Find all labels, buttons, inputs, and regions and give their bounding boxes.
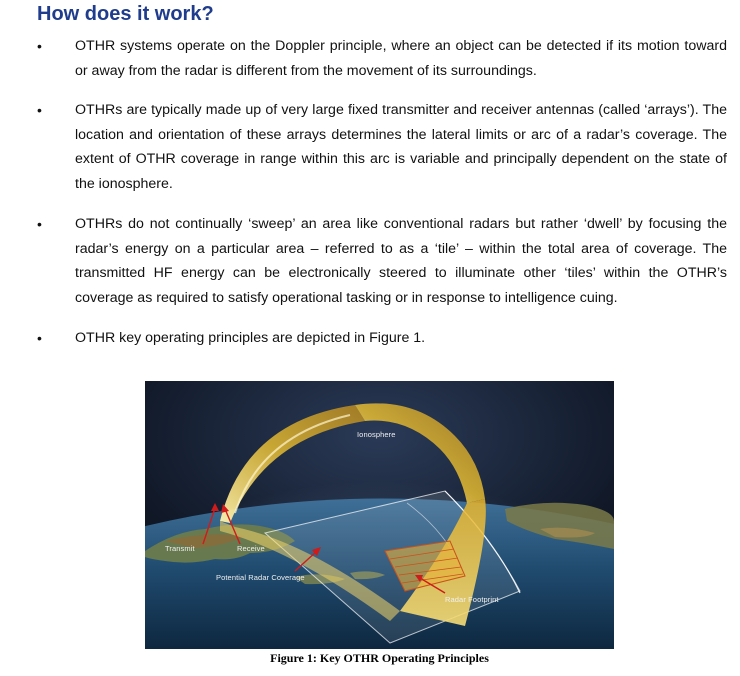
receive-label: Receive [237,544,265,553]
bullet-text: OTHRs do not continually ‘sweep’ an area like conventional radars but rather ‘dwell’ by focusing the radar’s energy on a particular area – referred to as a ‘tile’ – within the total area of coverage. The transmitted HF energy can be electronically steered to illuminate other ‘tiles’ within the OTHR’s coverage as required to satisfy operational tasking or in response to intelligence cuing. [75,216,727,306]
bullet-list [37,34,727,351]
figure-caption: Figure 1: Key OTHR Operating Principles [270,651,489,665]
transmit-label: Transmit [165,544,195,553]
bullet-item-3 [37,212,727,310]
bullet-text: OTHRs are typically made up of very large fixed transmitter and receiver antennas (called ‘arrays’). The location and orientation of these arrays determines the lateral limits or arc of a radar’s coverage. The extent of OTHR coverage in range within this arc is variable and principally dependent on the state of the ionosphere. [75,102,727,192]
bullet-item-4 [37,326,727,351]
bullet-item-1 [37,34,727,83]
othr-figure [145,381,614,649]
bullet-text: OTHR systems operate on the Doppler principle, where an object can be detected if its motion toward or away from the radar is different from the movement of its surroundings. [75,38,727,79]
bullet-item-2 [37,98,727,196]
bullet-marker: • [37,216,42,232]
footprint-label: Radar Footprint [445,595,499,604]
bullet-marker: • [37,330,42,346]
othr-illustration [145,381,614,649]
bullet-marker: • [37,102,42,118]
bullet-text: OTHR key operating principles are depicted in Figure 1. [75,330,426,346]
ionosphere-label: Ionosphere [357,430,396,439]
section-heading: How does it work? [37,3,214,25]
bullet-marker: • [37,38,42,54]
coverage-label: Potential Radar Coverage [216,573,305,582]
